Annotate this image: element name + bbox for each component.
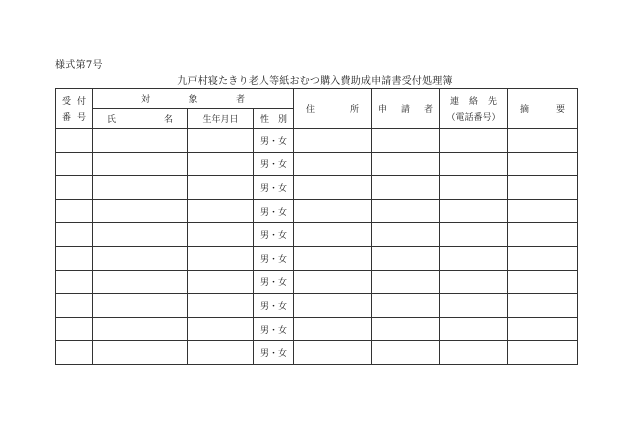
remarks-cell[interactable]: [508, 294, 578, 318]
table-row: [56, 152, 578, 176]
contact-cell[interactable]: [440, 341, 508, 365]
contact-cell[interactable]: [440, 152, 508, 176]
sex-cell[interactable]: 男・女: [254, 294, 294, 318]
birthdate-cell[interactable]: [188, 317, 254, 341]
remarks-cell[interactable]: [508, 246, 578, 270]
applicant-cell[interactable]: [372, 294, 440, 318]
contact-cell[interactable]: [440, 294, 508, 318]
table-row: [56, 176, 578, 200]
name-cell[interactable]: [93, 341, 188, 365]
remarks-cell[interactable]: [508, 341, 578, 365]
name-cell[interactable]: [93, 223, 188, 247]
remarks-cell[interactable]: [508, 199, 578, 223]
table-row: [56, 129, 578, 153]
contact-header: 連 絡 先 （電話番号）: [440, 89, 508, 129]
table-row: [56, 270, 578, 294]
table-row: [56, 199, 578, 223]
applicant-cell[interactable]: [372, 199, 440, 223]
address-cell[interactable]: [294, 129, 372, 153]
remarks-cell[interactable]: [508, 317, 578, 341]
applicant-cell[interactable]: [372, 129, 440, 153]
sex-cell[interactable]: 男・女: [254, 223, 294, 247]
receipt-number-cell[interactable]: [56, 152, 93, 176]
subject-header: 対 象 者: [93, 89, 294, 109]
name-cell[interactable]: [93, 317, 188, 341]
sex-cell[interactable]: 男・女: [254, 176, 294, 200]
birthdate-header: 生年月日: [188, 109, 254, 129]
address-cell[interactable]: [294, 199, 372, 223]
birthdate-cell[interactable]: [188, 152, 254, 176]
contact-cell[interactable]: [440, 246, 508, 270]
name-cell[interactable]: [93, 199, 188, 223]
register-table: [55, 88, 578, 365]
birthdate-cell[interactable]: [188, 294, 254, 318]
remarks-cell[interactable]: [508, 223, 578, 247]
remarks-cell[interactable]: [508, 152, 578, 176]
contact-cell[interactable]: [440, 199, 508, 223]
contact-cell[interactable]: [440, 223, 508, 247]
receipt-number-header: 受 付 番 号: [56, 89, 93, 129]
birthdate-cell[interactable]: [188, 223, 254, 247]
name-cell[interactable]: [93, 129, 188, 153]
remarks-cell[interactable]: [508, 129, 578, 153]
birthdate-cell[interactable]: [188, 246, 254, 270]
receipt-number-cell[interactable]: [56, 176, 93, 200]
address-cell[interactable]: [294, 152, 372, 176]
address-cell[interactable]: [294, 246, 372, 270]
receipt-number-cell[interactable]: [56, 270, 93, 294]
table-row: [56, 223, 578, 247]
receipt-number-cell[interactable]: [56, 129, 93, 153]
sex-cell[interactable]: 男・女: [254, 341, 294, 365]
receipt-number-cell[interactable]: [56, 223, 93, 247]
applicant-cell[interactable]: [372, 223, 440, 247]
sex-cell[interactable]: 男・女: [254, 129, 294, 153]
contact-cell[interactable]: [440, 176, 508, 200]
contact-cell[interactable]: [440, 129, 508, 153]
receipt-number-cell[interactable]: [56, 199, 93, 223]
birthdate-cell[interactable]: [188, 129, 254, 153]
sex-header: 性 別: [254, 109, 294, 129]
form-title: 九戸村寝たきり老人等紙おむつ購入費助成申請書受付処理簿: [177, 76, 453, 87]
name-header: 氏 名: [93, 109, 188, 129]
applicant-cell[interactable]: [372, 317, 440, 341]
applicant-cell[interactable]: [372, 341, 440, 365]
sex-cell[interactable]: 男・女: [254, 246, 294, 270]
birthdate-cell[interactable]: [188, 341, 254, 365]
table-row: [56, 317, 578, 341]
remarks-header: 摘 要: [508, 89, 578, 129]
address-cell[interactable]: [294, 223, 372, 247]
address-cell[interactable]: [294, 270, 372, 294]
sex-cell[interactable]: 男・女: [254, 199, 294, 223]
birthdate-cell[interactable]: [188, 270, 254, 294]
remarks-cell[interactable]: [508, 270, 578, 294]
table-row: [56, 294, 578, 318]
name-cell[interactable]: [93, 270, 188, 294]
table-row: [56, 341, 578, 365]
contact-cell[interactable]: [440, 317, 508, 341]
address-cell[interactable]: [294, 341, 372, 365]
address-header: 住 所: [294, 89, 372, 129]
applicant-header: 申 請 者: [372, 89, 440, 129]
address-cell[interactable]: [294, 294, 372, 318]
sex-cell[interactable]: 男・女: [254, 152, 294, 176]
contact-cell[interactable]: [440, 270, 508, 294]
name-cell[interactable]: [93, 246, 188, 270]
receipt-number-cell[interactable]: [56, 317, 93, 341]
sex-cell[interactable]: 男・女: [254, 317, 294, 341]
applicant-cell[interactable]: [372, 270, 440, 294]
table-row: [56, 246, 578, 270]
applicant-cell[interactable]: [372, 152, 440, 176]
register-body: [56, 129, 578, 365]
name-cell[interactable]: [93, 294, 188, 318]
address-cell[interactable]: [294, 176, 372, 200]
sex-cell[interactable]: 男・女: [254, 270, 294, 294]
form-number: 様式第7号: [55, 60, 103, 71]
name-cell[interactable]: [93, 176, 188, 200]
address-cell[interactable]: [294, 317, 372, 341]
birthdate-cell[interactable]: [188, 176, 254, 200]
applicant-cell[interactable]: [372, 176, 440, 200]
receipt-number-cell[interactable]: [56, 246, 93, 270]
name-cell[interactable]: [93, 152, 188, 176]
birthdate-cell[interactable]: [188, 199, 254, 223]
receipt-number-cell[interactable]: [56, 341, 93, 365]
applicant-cell[interactable]: [372, 246, 440, 270]
remarks-cell[interactable]: [508, 176, 578, 200]
receipt-number-cell[interactable]: [56, 294, 93, 318]
